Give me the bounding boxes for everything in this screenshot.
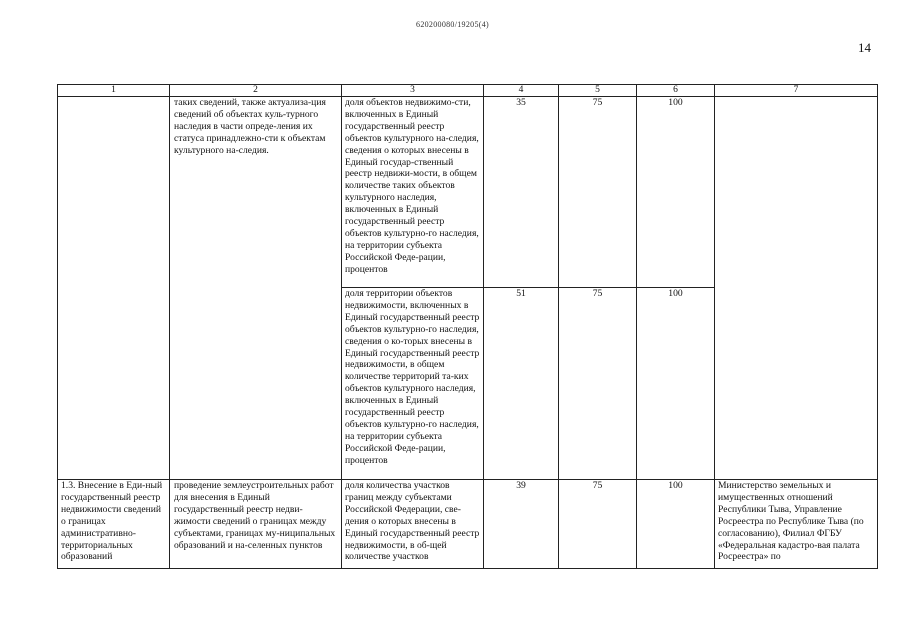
column-header: 3 <box>342 85 484 97</box>
column-header: 7 <box>715 85 878 97</box>
table-row <box>58 480 878 569</box>
table-cell-value: 100 <box>637 480 715 569</box>
column-header: 4 <box>484 85 559 97</box>
column-header: 2 <box>170 85 342 97</box>
table-cell-value: 35 <box>484 97 559 288</box>
table-row <box>58 97 878 288</box>
table-cell-indicator: доля объектов недвижимо-сти, включенных в Единый государственный реестр объектов культурного на-следия, сведения о которых внесены в Единый государ-ственный реестр недвижи-мости, в общем количестве таких объектов культурного наследия, включенных в Единый государственный реестр объектов культурно-го наследия, на территории субъекта Российской Феде-рации, процентов <box>342 97 484 288</box>
table-cell-responsible: Министерство земельных и имущественных отношений Республики Тыва, Управление Росреестра по Республике Тыва (по согласованию), Филиал ФГБУ «Федеральная кадастро-вая палата Росреестра» по <box>715 480 878 569</box>
column-header: 5 <box>559 85 637 97</box>
table-cell-value: 100 <box>637 97 715 288</box>
table-cell-value: 100 <box>637 288 715 480</box>
table-header-row <box>58 85 878 97</box>
data-table <box>57 84 878 569</box>
table-cell-measure: таких сведений, также актуализа-ция сведений об объектах куль-турного наследия в части опреде-ления их статуса принадлежно-сти к объектам культурного на-следия. <box>170 97 342 480</box>
table-cell-indicator: доля количества участков границ между субъектами Российской Федерации, све-дения о которых внесены в Единый государственный реестр недвижимости, в об-щей количестве участков <box>342 480 484 569</box>
page-number: 14 <box>858 40 871 55</box>
table-cell-measure: проведение землеустроительных работ для внесения в Единый государственный реестр недви-жимости сведений о границах между субъектами, границах му-ниципальных образований и на-селенных пунктов <box>170 480 342 569</box>
table-cell-activity: 1.3. Внесение в Еди-ный государственный реестр недвижимости сведений о границах административно-территориальных образований <box>58 480 170 569</box>
document-id: 620200080/19205(4) <box>416 20 489 29</box>
column-header: 6 <box>637 85 715 97</box>
table-cell-value: 51 <box>484 288 559 480</box>
table-cell-indicator: доля территории объектов недвижимости, включенных в Единый государственный реестр объектов культурно-го наследия, сведения о ко-торых внесены в Единый государственный реестр недвижимости, в общем количестве территорий та-ких объектов культурного наследия, включенных в Единый государственный реестр объектов культурно-го наследия, на территории субъекта Российской Феде-рации, процентов <box>342 288 484 480</box>
table-cell-value: 75 <box>559 97 637 288</box>
table-cell-value: 75 <box>559 480 637 569</box>
table-cell-activity <box>58 97 170 480</box>
table-cell-responsible <box>715 97 878 480</box>
table-cell-value: 39 <box>484 480 559 569</box>
table-cell-value: 75 <box>559 288 637 480</box>
column-header: 1 <box>58 85 170 97</box>
